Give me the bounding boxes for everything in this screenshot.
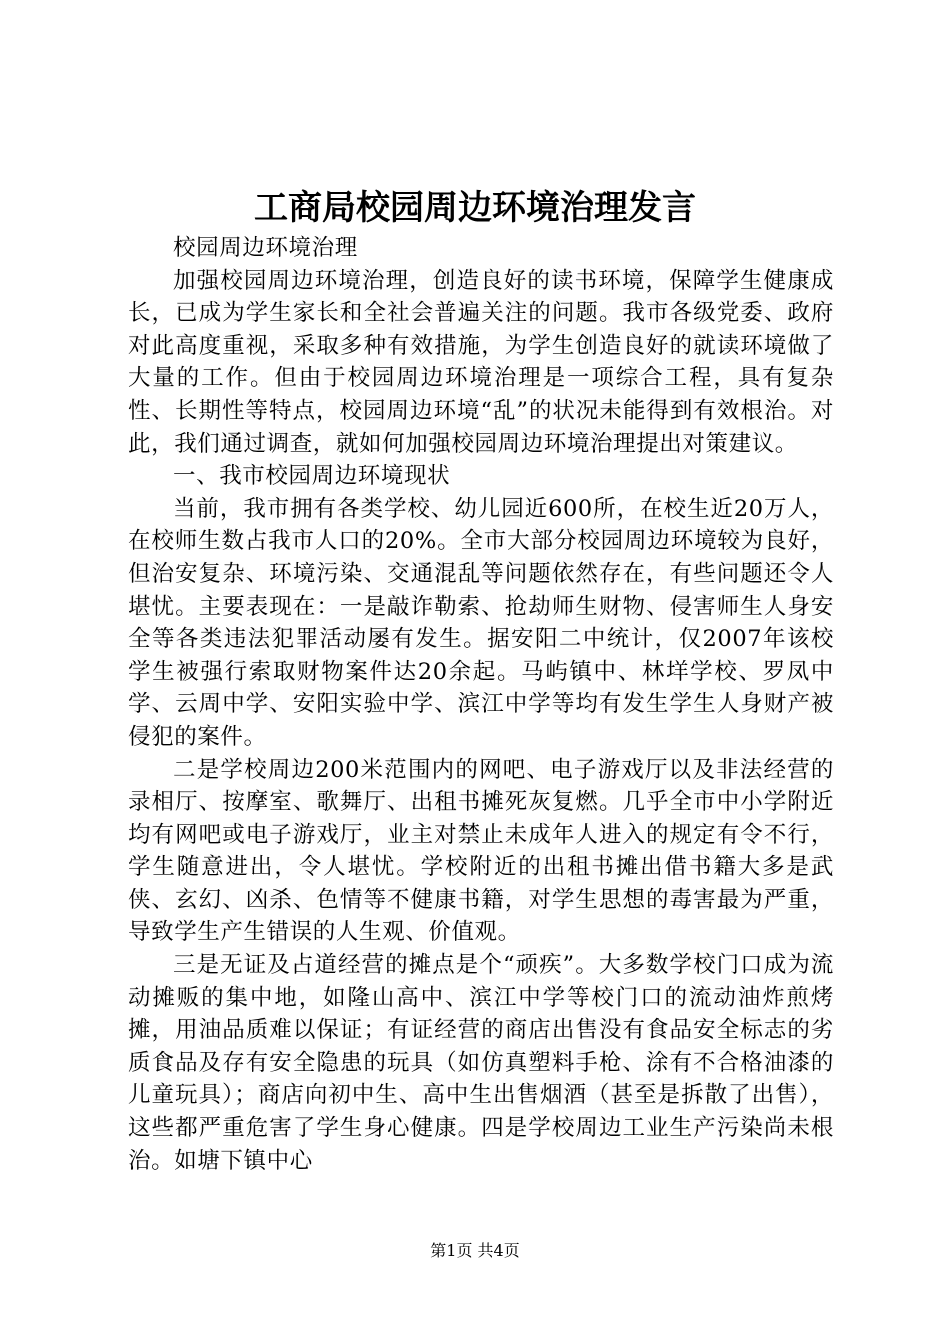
document-body xyxy=(128,232,834,1177)
paragraph-current-status: 当前，我市拥有各类学校、幼儿园近600所，在校生近20万人，在校师生数占我市人口的20%。全市大部分校园周边环境较为良好，但治安复杂、环境污染、交通混乱等问题依然存在，有些问题还令人堪忧。主要表现在：一是敲诈勒索、抢劫师生财物、侵害师生人身安全等各类违法犯罪活动屡有发生。据安阳二中统计，仅2007年该校学生被强行索取财物案件达20余起。马屿镇中、林垟学校、罗凤中学、云周中学、安阳实验中学、滨江中学等均有发生学生人身财产被侵犯的案件。 xyxy=(128,495,834,750)
paragraph-point-two: 二是学校周边200米范围内的网吧、电子游戏厅以及非法经营的录相厅、按摩室、歌舞厅、出租书摊死灰复燃。几乎全市中小学附近均有网吧或电子游戏厅，业主对禁止未成年人进入的规定有令不行，学生随意进出，令人堪忧。学校附近的出租书摊出借书籍大多是武侠、玄幻、凶杀、色情等不健康书籍，对学生思想的毒害最为严重，导致学生产生错误的人生观、价值观。 xyxy=(128,756,834,946)
page-title: 工商局校园周边环境治理发言 xyxy=(254,188,696,228)
paragraph-subtitle: 校园周边环境治理 xyxy=(173,235,358,261)
section-heading: 一、我市校园周边环境现状 xyxy=(173,463,451,490)
page-footer: 第1页 共4页 xyxy=(430,1241,520,1260)
paragraph-point-three: 三是无证及占道经营的摊点是个“顽疾”。大多数学校门口成为流动摊贩的集中地，如隆山高中、滨江中学等校门口的流动油炸煎烤摊，用油品质难以保证；有证经营的商店出售没有食品安全标志的劣质食品及存有安全隐患的玩具（如仿真塑料手枪、涂有不合格油漆的儿童玩具）；商店向初中生、高中生出售烟酒（甚至是拆散了出售），这些都严重危害了学生身心健康。四是学校周边工业生产污染尚未根治。如塘下镇中心 xyxy=(128,952,834,1174)
paragraph-intro: 加强校园周边环境治理，创造良好的读书环境，保障学生健康成长，已成为学生家长和全社会普遍关注的问题。我市各级党委、政府对此高度重视，采取多种有效措施，为学生创造良好的就读环境做了大量的工作。但由于校园周边环境治理是一项综合工程，具有复杂性、长期性等特点，校园周边环境“乱”的状况未能得到有效根治。对此，我们通过调查，就如何加强校园周边环境治理提出对策建议。 xyxy=(128,267,834,457)
